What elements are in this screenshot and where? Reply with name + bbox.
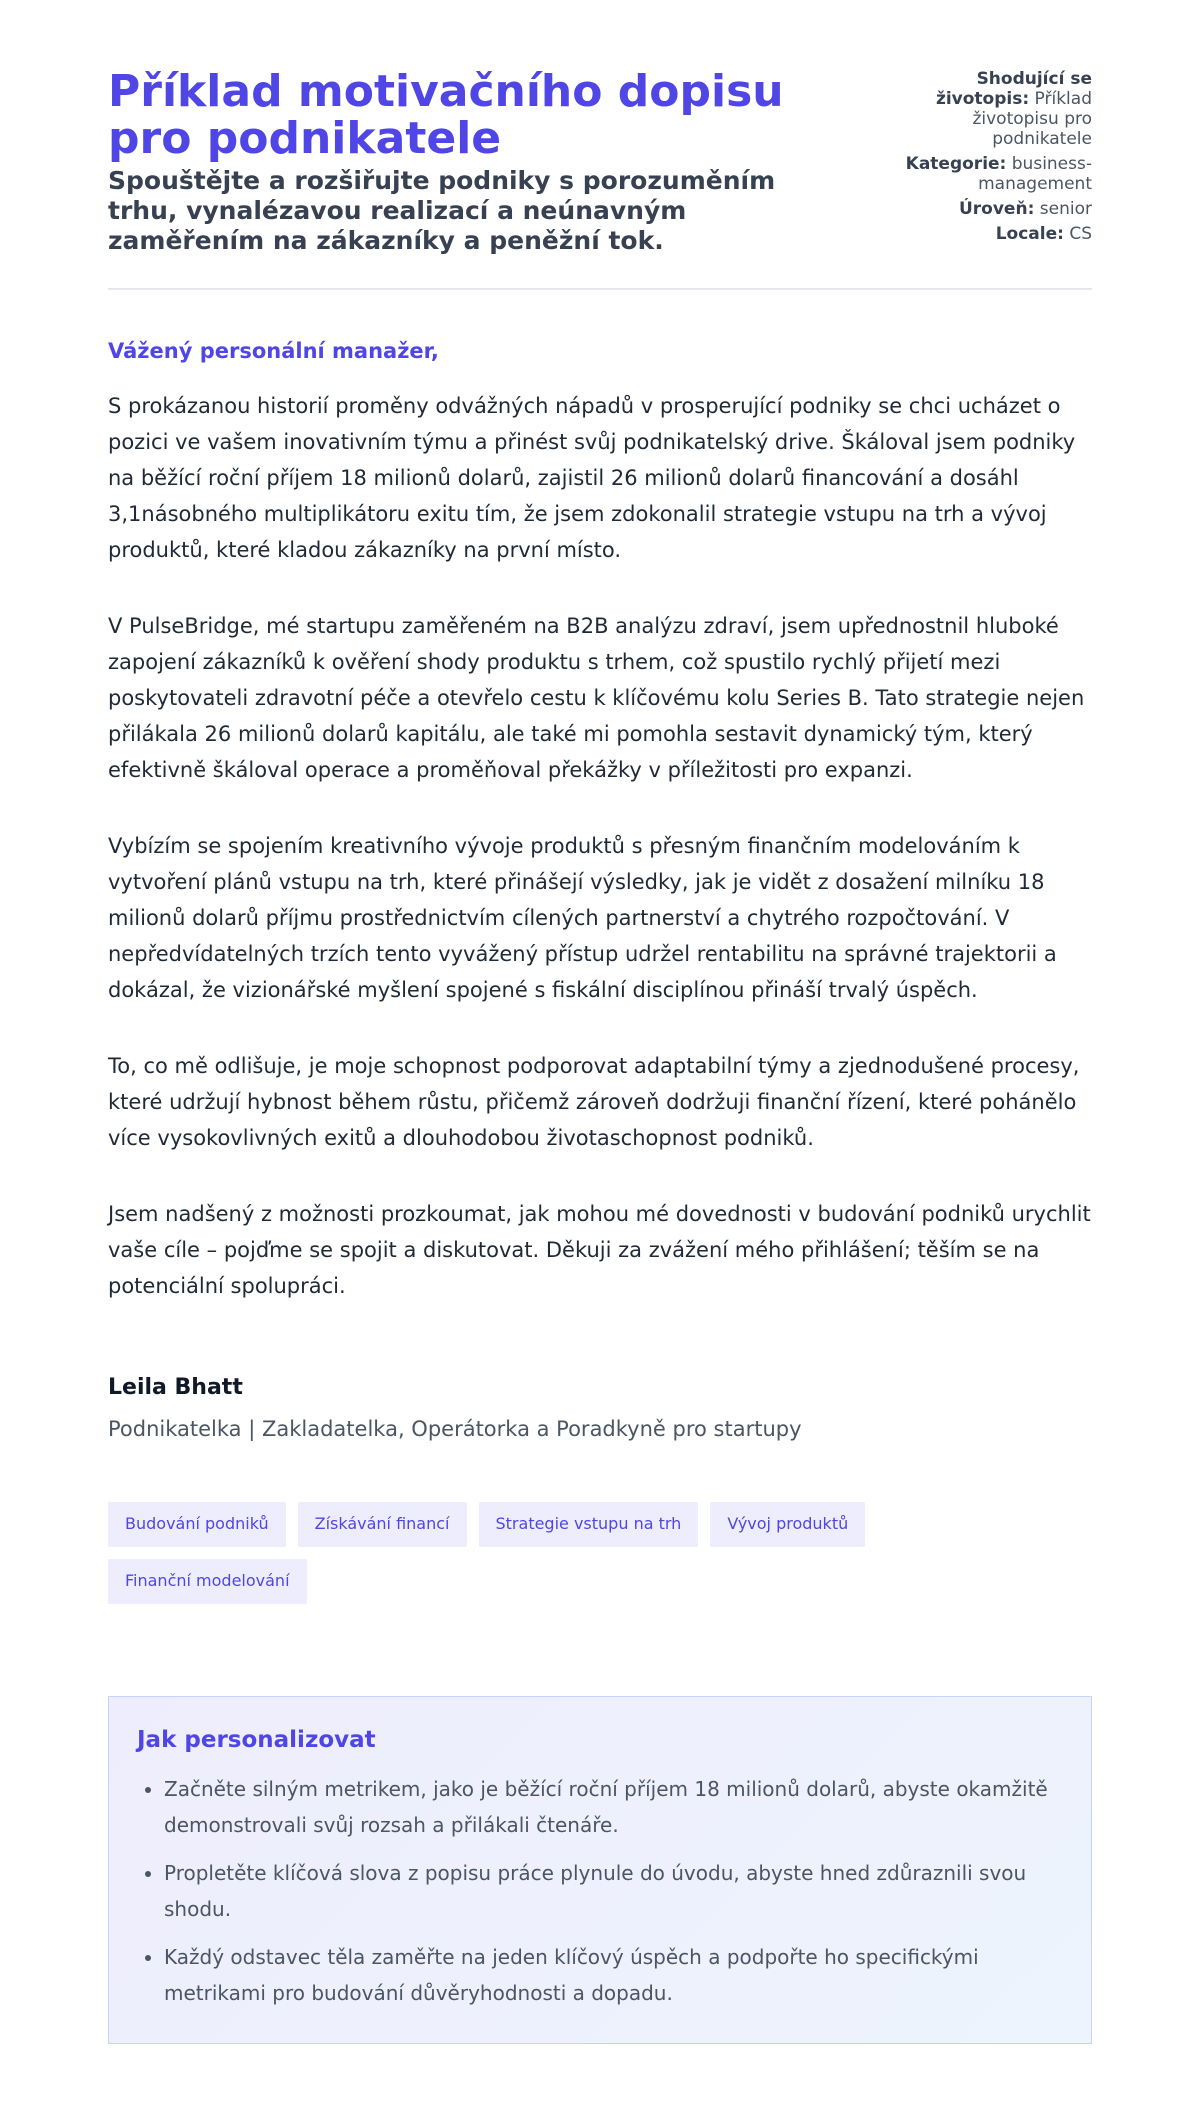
meta-resume xyxy=(902,69,1092,149)
meta-category xyxy=(902,154,1092,194)
skill-tag: Finanční modelování xyxy=(108,1559,307,1604)
tips-list-item: • Propletěte klíčová slova z popisu práce plynule do úvodu, abyste hned zdůraznili svou shodu. xyxy=(164,1855,1063,1927)
signature-block xyxy=(108,1374,1092,1444)
meta-locale-key: Locale: xyxy=(995,224,1064,244)
meta-resume-value: Příklad životopisu pro podnikatele xyxy=(972,89,1092,149)
page-title: Příklad motivačního dopisu pro podnikatele xyxy=(108,66,784,164)
skill-tag: Budování podniků xyxy=(108,1502,286,1547)
meta-level-key: Úroveň: xyxy=(958,199,1035,219)
meta-locale xyxy=(902,224,1092,244)
letter-paragraph: Vybízím se spojením kreativního vývoje produktů s přesným finančním modelováním k vytvoření plánů vstupu na trh, které přinášejí výsledky, jak je vidět z dosažení milníku 18 milionů dolarů příjmu prostřednictvím cílených partnerství a chytrého rozpočtování. V nepředvídatelných trzích tento vyvážený přístup udržel rentabilitu na správné trajektorii a dokázal, že vizionářské myšlení spojené s fiskální disciplínou přináší trvalý úspěch. xyxy=(108,834,1057,1002)
personalization-tips-box xyxy=(108,1696,1092,2044)
meta-level xyxy=(902,199,1092,219)
letter-body xyxy=(108,338,1092,1304)
header-divider xyxy=(108,288,1092,290)
tips-list xyxy=(137,1771,1063,2011)
page-subtitle: Spouštějte a rozšiřujte podniky s porozuměním trhu, vynalézavou realizací a neúnavným zaměřením na zákazníky a peněžní tok. xyxy=(108,166,776,255)
meta-level-value: senior xyxy=(1039,199,1092,219)
signature-name: Leila Bhatt xyxy=(108,1375,243,1400)
tips-list-item: • Začněte silným metrikem, jako je běžící roční příjem 18 milionů dolarů, abyste okamžitě demonstrovali svůj rozsah a přilákali čtenáře. xyxy=(164,1771,1063,1843)
letter-paragraph: S prokázanou historií proměny odvážných nápadů v prosperující podniky se chci ucházet o pozici ve vašem inovativním týmu a přinést svůj podnikatelský drive. Škáloval jsem podniky na běžící roční příjem 18 milionů dolarů, zajistil 26 milionů dolarů financování a dosáhl 3,1násobného multiplikátoru exitu tím, že jsem zdokonalil strategie vstupu na trh a vývoj produktů, které kladou zákazníky na první místo. xyxy=(108,394,1076,562)
skill-tag: Vývoj produktů xyxy=(710,1502,865,1547)
signature-title: Podnikatelka | Zakladatelka, Operátorka a Poradkyně pro startupy xyxy=(108,1417,802,1441)
meta-category-value: business-management xyxy=(978,154,1092,194)
skill-tags xyxy=(108,1502,968,1616)
metadata-panel xyxy=(902,69,1092,249)
letter-paragraph: To, co mě odlišuje, je moje schopnost podporovat adaptabilní týmy a zjednodušené procesy, které udržují hybnost během růstu, přičemž zároveň dodržuji finanční řízení, které pohánělo více vysokovlivných exitů a dlouhodobou životaschopnost podniků. xyxy=(108,1054,1080,1150)
page-header xyxy=(108,68,1092,256)
meta-resume-key: Shodující se životopis: xyxy=(935,69,1092,109)
skill-tag: Získávání financí xyxy=(298,1502,467,1547)
letter-paragraph: Jsem nadšený z možnosti prozkoumat, jak mohou mé dovednosti v budování podniků urychlit vaše cíle – pojďme se spojit a diskutovat. Děkuji za zvážení mého přihlášení; těším se na potenciální spolupráci. xyxy=(108,1202,1091,1298)
letter-paragraph: V PulseBridge, mé startupu zaměřeném na B2B analýzu zdraví, jsem upřednostnil hluboké zapojení zákazníků k ověření shody produktu s trhem, což spustilo rychlý přijetí mezi poskytovateli zdravotní péče a otevřelo cestu k klíčovému kolu Series B. Tato strategie nejen přilákala 26 milionů dolarů kapitálu, ale také mi pomohla sestavit dynamický tým, který efektivně škáloval operace a proměňoval překážky v příležitosti pro expanzi. xyxy=(108,614,1085,782)
meta-category-key: Kategorie: xyxy=(905,154,1007,174)
skill-tag: Strategie vstupu na trh xyxy=(479,1502,699,1547)
tips-list-item: • Každý odstavec těla zaměřte na jeden klíčový úspěch a podpořte ho specifickými metrikami pro budování důvěryhodnosti a dopadu. xyxy=(164,1939,1063,2011)
salutation: Vážený personální manažer, xyxy=(108,339,439,363)
meta-locale-value: CS xyxy=(1069,224,1092,244)
tips-title: Jak personalizovat xyxy=(137,1727,376,1753)
header-titles xyxy=(108,68,848,256)
